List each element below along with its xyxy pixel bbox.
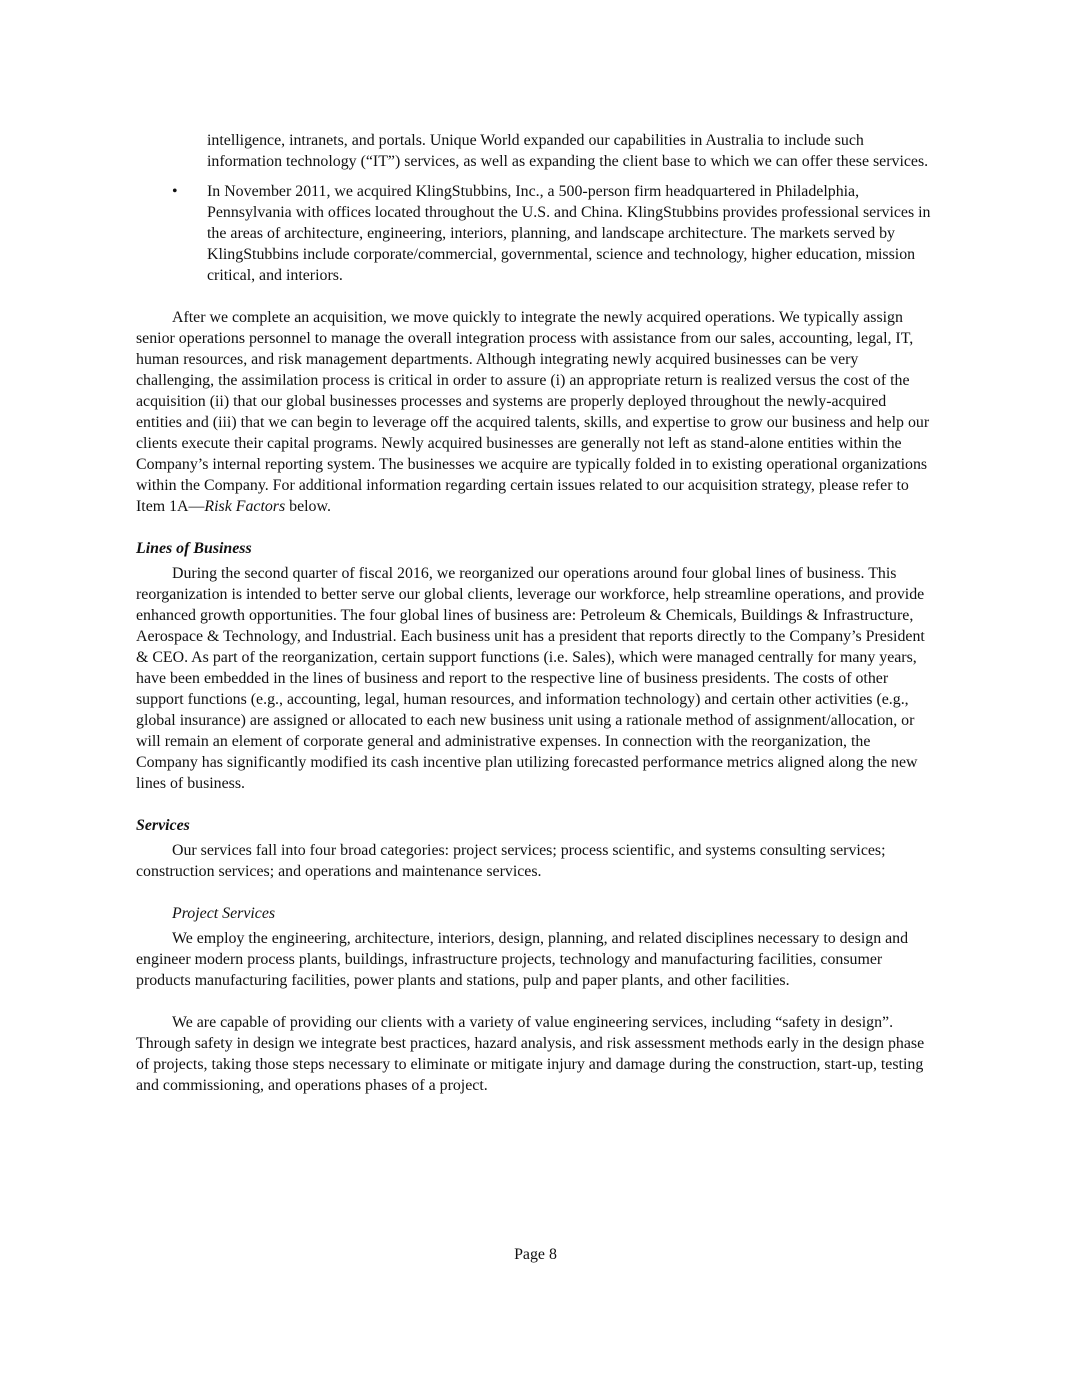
bullet-marker: •: [172, 183, 178, 200]
acquisition-tail: below.: [285, 498, 331, 515]
project-services-paragraph-1: We employ the engineering, architecture, interiors, design, planning, and related disciplines necessary to design and engineer modern process plants, buildings, infrastructure projects, technology and manufacturing facilities, consumer products manufacturing facilities, power plants and stations, pulp and paper plants, and other facilities.: [136, 930, 909, 989]
services-heading: Services: [136, 817, 190, 834]
document-page: [136, 130, 936, 1096]
risk-factors-reference: Risk Factors: [204, 498, 286, 515]
lines-of-business-heading: Lines of Business: [136, 540, 252, 557]
project-services-heading: Project Services: [172, 905, 276, 922]
bullet-text: In November 2011, we acquired KlingStubbins, Inc., a 500-person firm headquartered in Philadelphia, Pennsylvania with offices located throughout the U.S. and China. KlingStubbins provides professional services in the areas of architecture, engineering, interiors, planning, and landscape architecture. The markets served by KlingStubbins include corporate/commercial, governmental, science and technology, higher education, mission critical, and interiors.: [207, 183, 931, 284]
list-item: [136, 181, 936, 286]
page-number: Page 8: [514, 1246, 557, 1263]
project-services-paragraph-2: We are capable of providing our clients with a variety of value engineering services, including “safety in design”. Through safety in design we integrate best practices, hazard analysis, and risk assessment methods early in the design phase of projects, taking those steps necessary to eliminate or mitigate injury and damage during the construction, start-up, testing and commissioning, and operations phases of a project.: [136, 1014, 925, 1094]
lines-of-business-paragraph: During the second quarter of fiscal 2016, we reorganized our operations around four global lines of business. This reorganization is intended to better serve our global clients, leverage our workforce, help streamline operations, and provide enhanced growth opportunities. The four global lines of business are: Petroleum & Chemicals, Buildings & Infrastructure, Aerospace & Technology, and Industrial. Each business unit has a president that reports directly to the Company’s President & CEO. As part of the reorganization, certain support functions (i.e. Sales), which were managed centrally for many years, have been embedded in the lines of business and report to the respective line of business presidents. The costs of other support functions (e.g., accounting, legal, human resources, and information technology) and certain other activities (e.g., global insurance) are assigned or allocated to each new business unit using a rationale method of assignment/allocation, or will remain an element of corporate general and administrative expenses. In connection with the reorganization, the Company has significantly modified its cash incentive plan utilizing forecasted performance metrics aligned along the new lines of business.: [136, 565, 925, 792]
acquisition-text: After we complete an acquisition, we move quickly to integrate the newly acquired operations. We typically assign senior operations personnel to manage the overall integration process with assistance from our sales, accounting, legal, IT, human resources, and risk management departments. Although integrating newly acquired businesses can be very challenging, the assimilation process is critical in order to assure (i) an appropriate return is realized versus the cost of the acquisition (ii) that our global businesses processes and systems are properly deployed throughout the newly-acquired entities and (iii) that we can begin to leverage off the acquired talents, skills, and expertise to grow our business and help our clients execute their capital programs. Newly acquired businesses are generally not left as stand-alone entities within the Company’s internal reporting system. The businesses we acquire are typically folded in to existing operational organizations within the Company. For additional information regarding certain issues related to our acquisition strategy, please refer to Item 1A—: [136, 309, 930, 515]
acquisition-paragraph: [136, 307, 936, 517]
services-paragraph: Our services fall into four broad categories: project services; process scientific, and systems consulting services; construction services; and operations and maintenance services.: [136, 842, 886, 880]
intro-continuation: intelligence, intranets, and portals. Unique World expanded our capabilities in Australia to include such information technology (“IT”) services, as well as expanding the client base to which we can offer these services.: [207, 132, 929, 170]
